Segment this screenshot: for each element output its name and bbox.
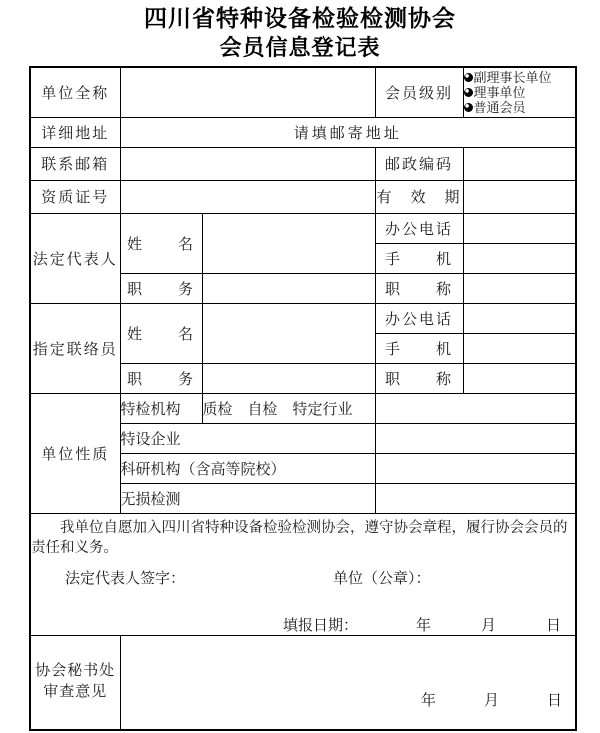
member-level-label: 会员级别 <box>375 67 463 117</box>
legal-rep-duty-input[interactable] <box>202 273 375 303</box>
postal-code-label: 邮政编码 <box>375 147 463 180</box>
special-equipment-enterprise-input[interactable] <box>375 423 576 453</box>
email-input[interactable] <box>120 147 375 180</box>
special-inspection-input[interactable] <box>375 393 576 423</box>
unit-nature-label: 单位性质 <box>30 393 120 513</box>
legal-rep-office-phone-label: 办公电话 <box>375 213 463 243</box>
fill-date-row <box>31 614 575 635</box>
review-date-row <box>421 689 562 710</box>
research-institution-input[interactable] <box>375 453 576 483</box>
fill-date-label: 填报日期： <box>283 617 359 634</box>
association-title: 四川省特种设备检验检测协会 <box>144 5 456 31</box>
option-label: 理事单位 <box>473 84 526 100</box>
year-label[interactable]: 年 <box>420 693 436 709</box>
month-label[interactable]: 月 <box>483 693 499 709</box>
radio-bullet-icon <box>464 73 473 82</box>
liaison-mobile-input[interactable] <box>463 333 576 363</box>
legal-rep-label: 法定代表人 <box>30 213 120 303</box>
declaration-cell <box>30 513 576 635</box>
research-institution-label: 科研机构（含高等院校） <box>120 453 375 483</box>
address-label: 详细地址 <box>30 117 120 147</box>
legal-rep-signature-label[interactable]: 法定代表人签字： <box>65 570 186 587</box>
special-inspection-options[interactable]: 质检 自检 特定行业 <box>202 393 375 423</box>
day-label[interactable]: 日 <box>546 693 562 709</box>
legal-rep-name-label: 姓 名 <box>120 213 202 273</box>
liaison-duty-input[interactable] <box>202 363 375 393</box>
liaison-title-label: 职 称 <box>375 363 463 393</box>
address-input[interactable]: 请填邮寄地址 <box>120 117 576 147</box>
member-level-option-vice-chairman[interactable] <box>464 70 576 85</box>
liaison-duty-label: 职 务 <box>120 363 202 393</box>
liaison-name-input[interactable] <box>202 303 375 363</box>
signature-row <box>31 567 575 588</box>
secretariat-review-label <box>30 635 120 730</box>
legal-rep-office-phone-input[interactable] <box>463 213 576 243</box>
radio-bullet-icon <box>464 103 473 112</box>
radio-bullet-icon <box>464 88 473 97</box>
member-level-option-director[interactable] <box>464 85 576 100</box>
liaison-name-label: 姓 名 <box>120 303 202 363</box>
postal-code-input[interactable] <box>463 147 576 180</box>
registration-table <box>29 66 577 731</box>
option-label: 副理事长单位 <box>473 69 552 85</box>
legal-rep-title-input[interactable] <box>463 273 576 303</box>
member-level-options <box>463 67 576 117</box>
secretariat-label-line2: 审查意见 <box>43 684 108 701</box>
cert-no-input[interactable] <box>120 180 375 213</box>
liaison-office-phone-input[interactable] <box>463 303 576 333</box>
special-inspection-label: 特检机构 <box>120 393 202 423</box>
liaison-office-phone-label: 办公电话 <box>375 303 463 333</box>
ndt-input[interactable] <box>375 483 576 513</box>
legal-rep-title-label: 职 称 <box>375 273 463 303</box>
validity-label: 有 效 期 <box>375 180 463 213</box>
legal-rep-mobile-input[interactable] <box>463 243 576 273</box>
option-label: 普通会员 <box>473 99 526 115</box>
cert-no-label: 资质证号 <box>30 180 120 213</box>
liaison-mobile-label: 手 机 <box>375 333 463 363</box>
declaration-text: 我单位自愿加入四川省特种设备检验检测协会，遵守协会章程，履行协会会员的责任和义务。 <box>31 519 568 556</box>
liaison-label: 指定联络员 <box>30 303 120 393</box>
validity-input[interactable] <box>463 180 576 213</box>
unit-seal-label[interactable]: 单位（公章）： <box>333 570 431 587</box>
unit-name-input[interactable] <box>120 67 375 117</box>
legal-rep-duty-label: 职 务 <box>120 273 202 303</box>
form-header <box>0 0 600 59</box>
day-label[interactable]: 日 <box>546 617 562 634</box>
member-level-option-ordinary[interactable] <box>464 100 576 115</box>
secretariat-label-line1: 协会秘书处 <box>35 663 116 680</box>
ndt-label: 无损检测 <box>120 483 375 513</box>
year-label[interactable]: 年 <box>416 617 432 634</box>
email-label: 联系邮箱 <box>30 147 120 180</box>
legal-rep-name-input[interactable] <box>202 213 375 273</box>
unit-name-label: 单位全称 <box>30 67 120 117</box>
form-title: 会员信息登记表 <box>219 35 381 60</box>
month-label[interactable]: 月 <box>481 617 497 634</box>
special-equipment-enterprise-label: 特设企业 <box>120 423 375 453</box>
liaison-title-input[interactable] <box>463 363 576 393</box>
review-comment-area[interactable] <box>120 635 576 730</box>
legal-rep-mobile-label: 手 机 <box>375 243 463 273</box>
